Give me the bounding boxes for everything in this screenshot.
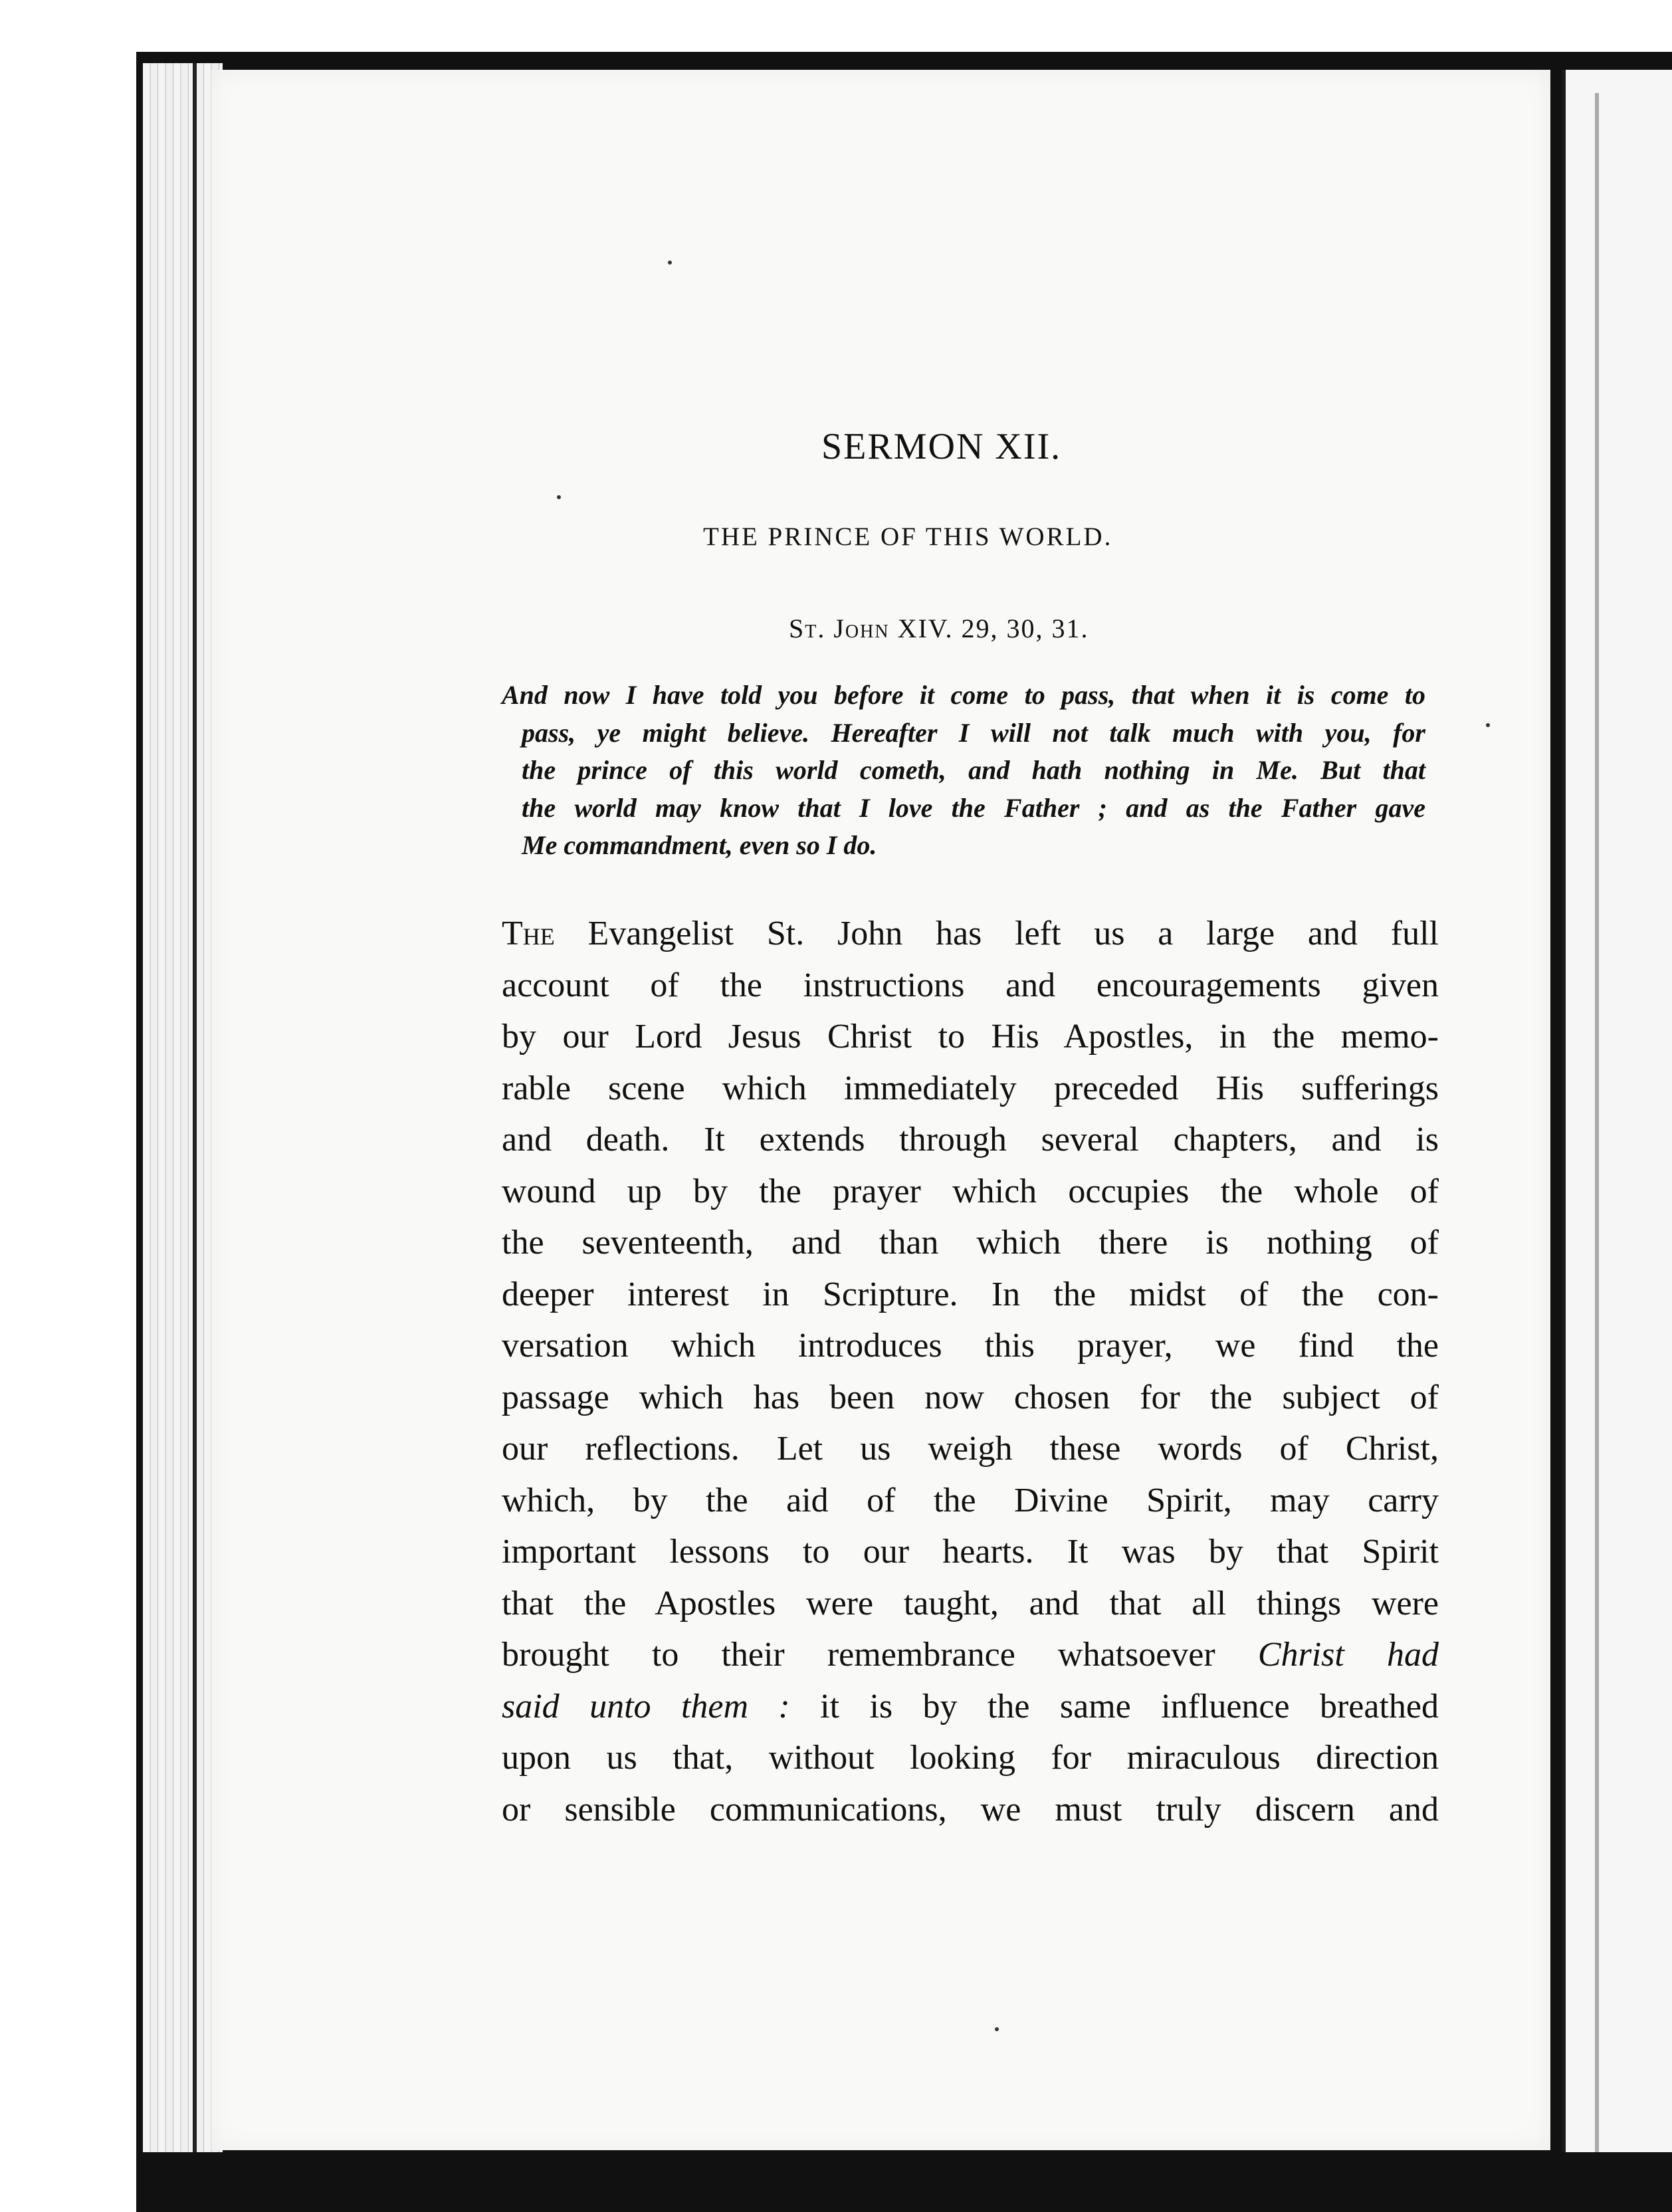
scan-speck bbox=[557, 495, 561, 499]
opening-word: The bbox=[502, 915, 555, 952]
sermon-number: SERMON XII. bbox=[821, 426, 1062, 467]
body-line bbox=[502, 1681, 1439, 1733]
body-line bbox=[502, 908, 1439, 960]
scan-speck bbox=[668, 261, 672, 265]
body-paragraph bbox=[502, 908, 1439, 1835]
scripture-reference bbox=[789, 613, 1089, 644]
reference-verses: XIV. 29, 30, 31. bbox=[889, 613, 1089, 643]
epigraph-line: pass, ye might believe. Hereafter I will not talk much with you, for bbox=[522, 717, 1425, 748]
body-line: which, by the aid of the Divine Spirit, may carry bbox=[502, 1481, 1439, 1519]
body-line: passage which has been now chosen for the subject of bbox=[502, 1378, 1439, 1416]
body-line-text: brought to their remembrance whatsoever bbox=[502, 1636, 1258, 1674]
body-line: wound up by the prayer which occupies the whole of bbox=[502, 1172, 1439, 1210]
epigraph-line: the prince of this world cometh, and hath nothing in Me. But that bbox=[522, 755, 1425, 785]
body-line: that the Apostles were taught, and that all things were bbox=[502, 1584, 1439, 1622]
body-line: important lessons to our hearts. It was by that Spirit bbox=[502, 1533, 1439, 1571]
italic-quote: said unto them : bbox=[502, 1687, 790, 1725]
epigraph-line: And now I have told you before it come to pass, that when it is come to bbox=[502, 680, 1425, 710]
body-line: our reflections. Let us weigh these words of Christ, bbox=[502, 1430, 1439, 1468]
body-line: deeper interest in Scripture. In the midst of the con- bbox=[502, 1275, 1439, 1313]
body-line: versation which introduces this prayer, we find the bbox=[502, 1327, 1439, 1365]
body-line: by our Lord Jesus Christ to His Apostles, in the memo- bbox=[502, 1018, 1439, 1055]
bottom-shadow bbox=[136, 2152, 1672, 2212]
epigraph-line: Me commandment, even so I do. bbox=[522, 830, 877, 860]
body-line: upon us that, without looking for miraculous direction bbox=[502, 1739, 1439, 1777]
body-line: the seventeenth, and than which there is nothing of bbox=[502, 1224, 1439, 1262]
facing-page-line bbox=[1595, 93, 1599, 2187]
body-line-text: it is by the same influence breathed bbox=[789, 1687, 1439, 1725]
epigraph-quote bbox=[502, 677, 1425, 865]
body-line: account of the instructions and encouragements given bbox=[502, 966, 1439, 1004]
sermon-title: THE PRINCE OF THIS WORLD. bbox=[703, 522, 1113, 551]
body-line: or sensible communications, we must truly discern and bbox=[502, 1790, 1439, 1828]
body-line-text: Evangelist St. John has left us a large and full bbox=[554, 915, 1439, 952]
reference-book: St. John bbox=[789, 613, 890, 643]
facing-page-edge bbox=[1562, 70, 1672, 2197]
scan-speck bbox=[995, 2027, 999, 2031]
italic-quote: Christ had bbox=[1257, 1636, 1439, 1674]
page-edge-line bbox=[193, 63, 197, 2157]
body-line bbox=[502, 1629, 1439, 1681]
scan-speck bbox=[1486, 723, 1490, 727]
body-line: rable scene which immediately preceded His sufferings bbox=[502, 1069, 1439, 1107]
body-line: and death. It extends through several chapters, and is bbox=[502, 1121, 1439, 1159]
epigraph-line: the world may know that I love the Father ; and as the Father gave bbox=[522, 792, 1425, 823]
page-edges bbox=[143, 63, 223, 2157]
